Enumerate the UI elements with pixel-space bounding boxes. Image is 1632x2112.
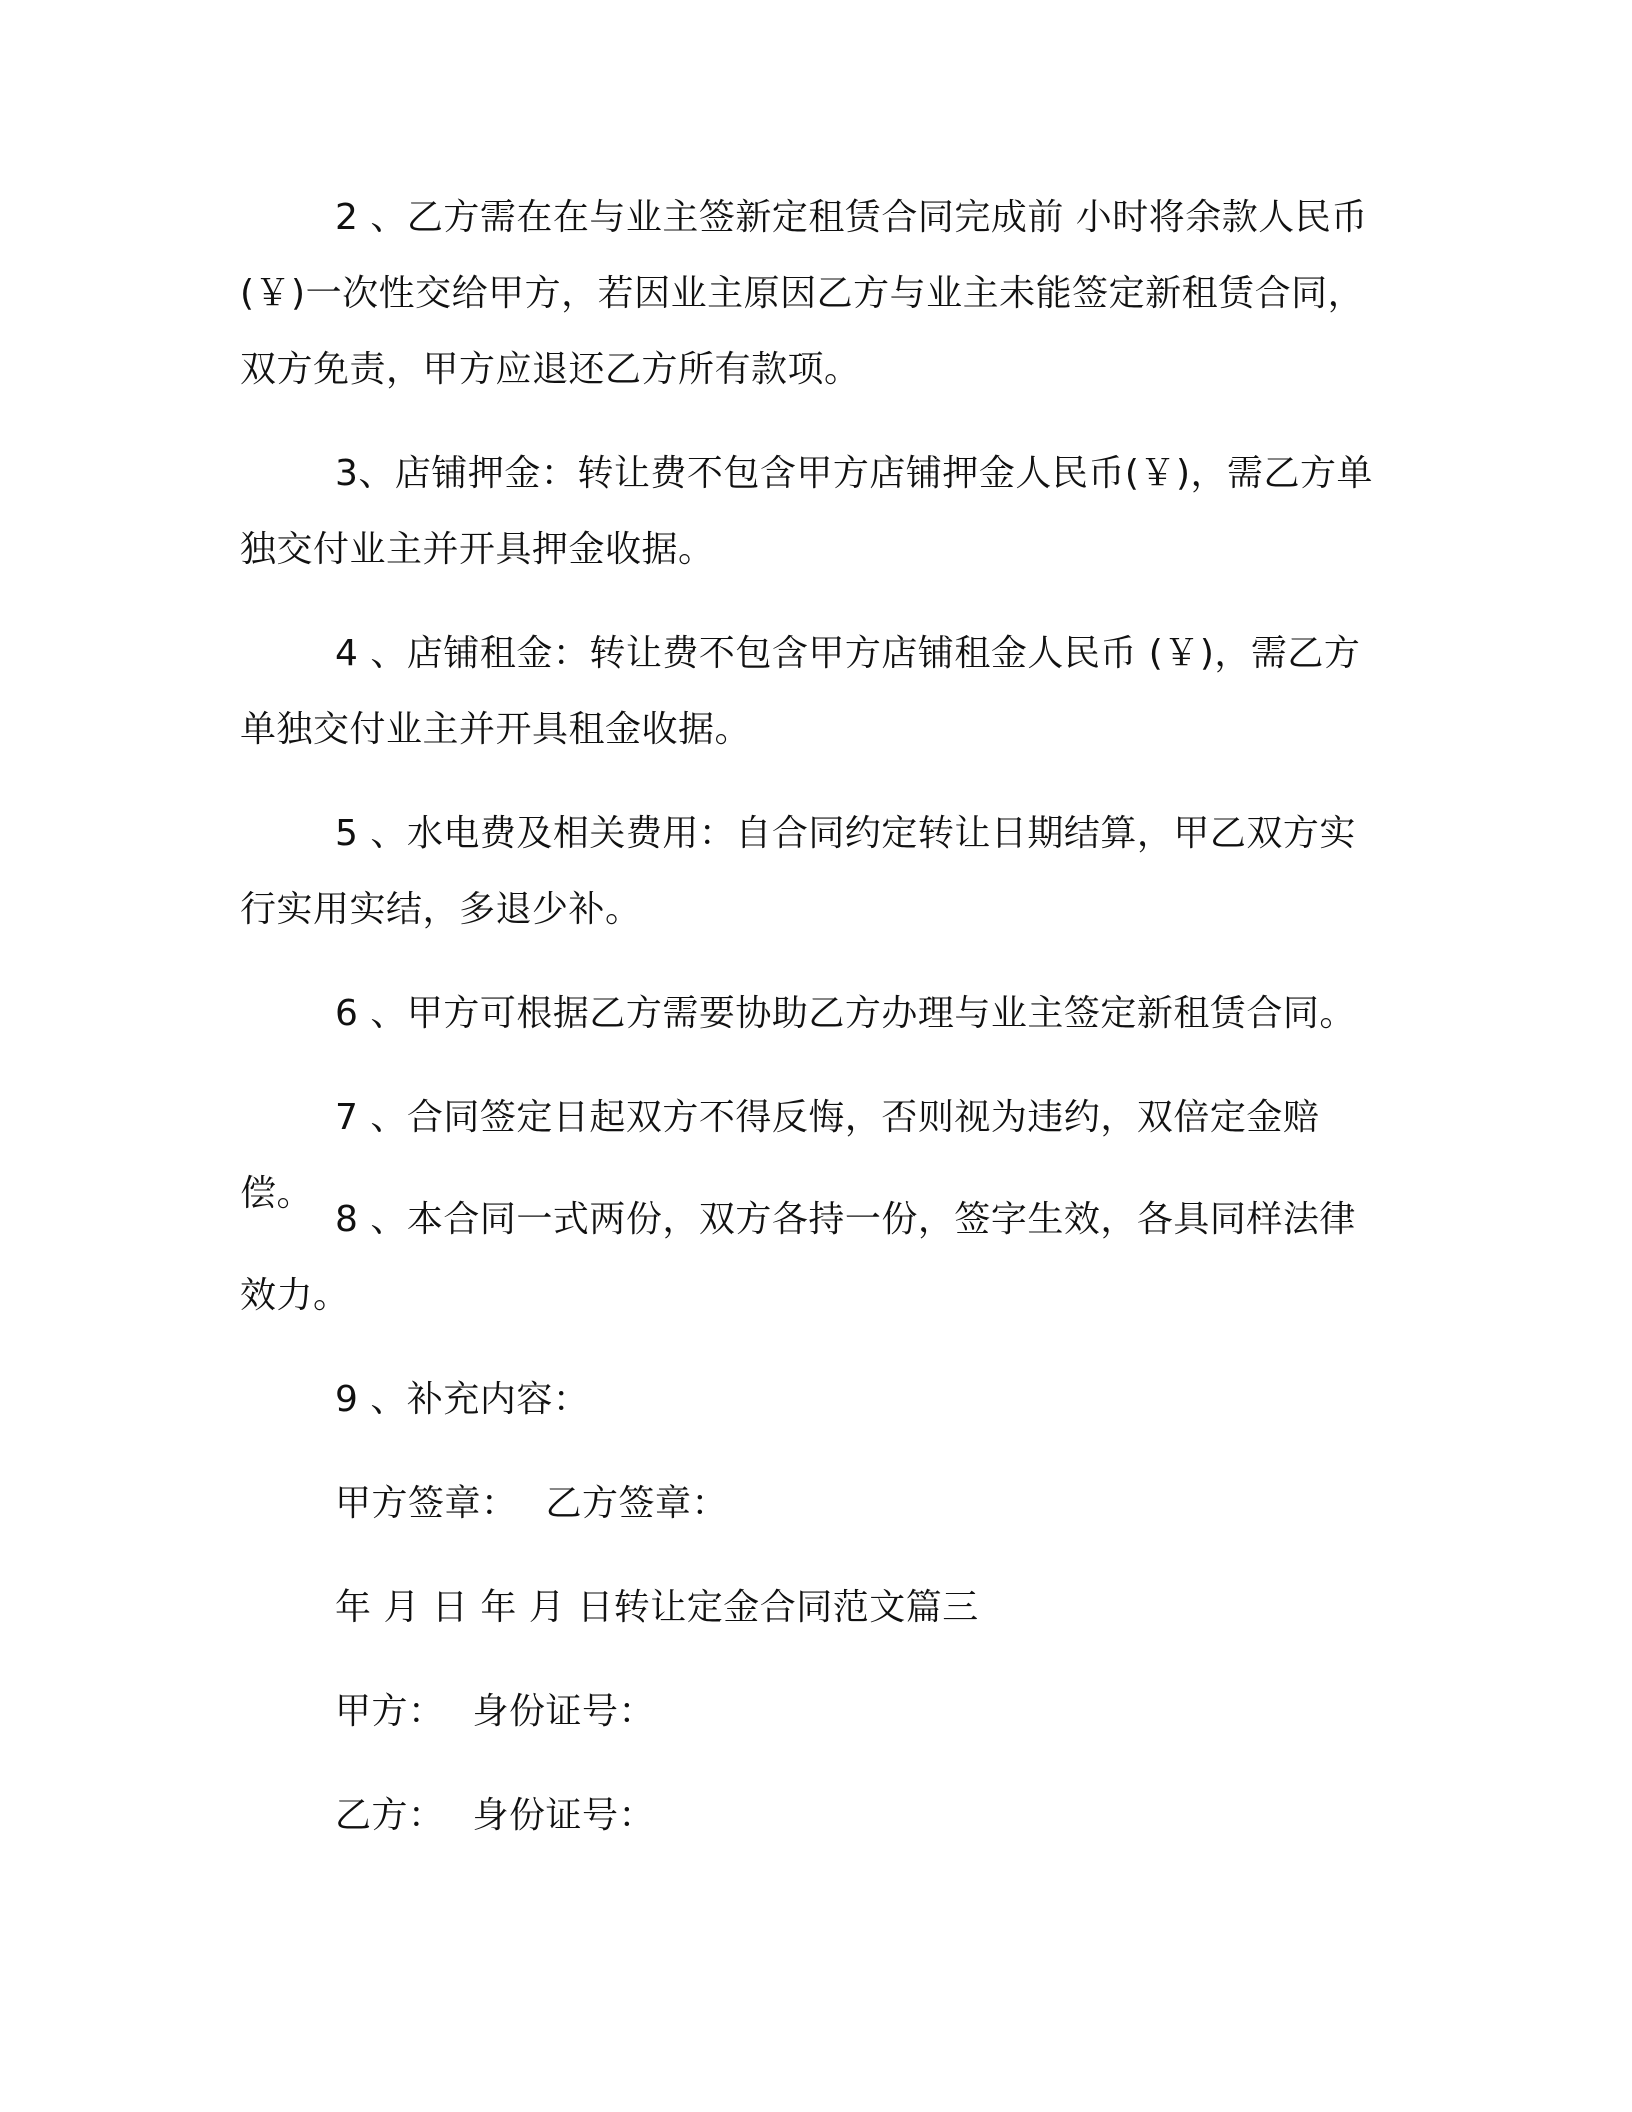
date-title-line: 年 月 日 年 月 日转让定金合同范文篇三 xyxy=(335,1587,979,1628)
clause-7: 7 、合同签定日起双方不得反悔，否则视为违约，双倍定金赔偿。 xyxy=(240,1097,1320,1214)
party-b-id-line xyxy=(335,1778,655,1854)
party-b-signature-label: 乙方签章： xyxy=(545,1483,729,1524)
clause-4: 4 、店铺租金：转让费不包含甲方店铺租金人民币 (￥)，需乙方单独交付业主并开具租金收据。 xyxy=(240,633,1361,750)
clause-6: 6 、甲方可根据乙方需要协助乙方办理与业主签定新租赁合同。 xyxy=(335,993,1356,1034)
party-a-id-line xyxy=(335,1674,655,1750)
party-a-id-label: 身份证号： xyxy=(472,1691,656,1732)
clause-8: 8 、本合同一式两份，双方各持一份，签字生效，各具同样法律效力。 xyxy=(240,1199,1356,1316)
clause-5: 5 、水电费及相关费用：自合同约定转让日期结算，甲乙双方实行实用实结，多退少补。 xyxy=(240,813,1356,930)
clause-9: 9 、补充内容： xyxy=(335,1379,590,1420)
clause-2: 2 、乙方需在在与业主签新定租赁合同完成前 小时将余款人民币 (￥)一次性交给甲方，若因业主原因乙方与业主未能签定新租赁合同，双方免责，甲方应退还乙方所有款项。 xyxy=(240,197,1368,390)
party-a-label: 甲方： xyxy=(335,1691,445,1732)
party-b-id-label: 身份证号： xyxy=(472,1795,656,1836)
signature-line xyxy=(335,1466,728,1542)
clause-3: 3、店铺押金：转让费不包含甲方店铺押金人民币(￥)，需乙方单独交付业主并开具押金收据。 xyxy=(240,453,1373,570)
party-b-label: 乙方： xyxy=(335,1795,445,1836)
party-a-signature-label: 甲方签章： xyxy=(335,1483,518,1524)
